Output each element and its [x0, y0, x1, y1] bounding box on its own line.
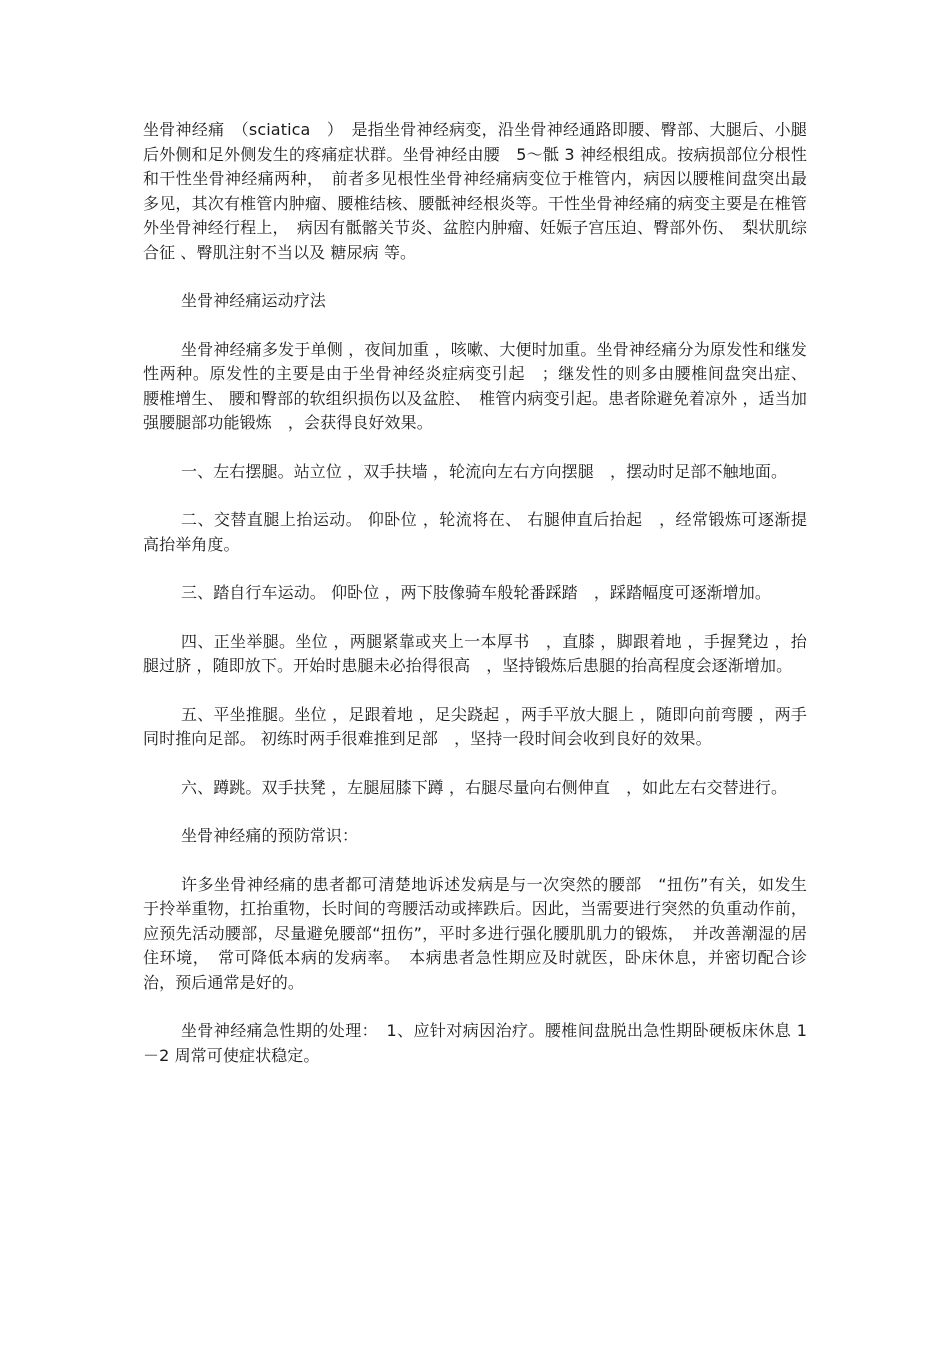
exercise-item-3: 三、踏自行车运动。 仰卧位 ，两下肢像骑车般轮番踩踏 ，踩踏幅度可逐渐增加。 [181, 583, 771, 602]
exercise-item-1: 一、左右摆腿。站立位 ，双手扶墙 ，轮流向左右方向摆腿 ，摆动时足部不触地面。 [181, 461, 788, 481]
document-body [143, 118, 807, 1092]
acute-treatment-paragraph: 坐骨神经痛急性期的处理： 1、应针对病因治疗。腰椎间盘脱出急性期卧硬板床休息 1－2 周常可使症状稳定。 [143, 1021, 807, 1065]
prevention-paragraph: 许多坐骨神经痛的患者都可清楚地诉述发病是与一次突然的腰部 “扭伤”有关，如发生于拎举重物，扛抬重物，长时间的弯腰活动或摔跌后。因此，当需要进行突然的负重动作前，应预先活动腰部，尽量避免腰部“扭伤”，平时多进行强化腰肌肌力的锻炼， 并改善潮湿的居住环境， 常可降低本病的发病率。 本病患者急性期应及时就医，卧床休息，并密切配合诊治，预后通常是好的。 [143, 874, 807, 992]
exercise-heading: 坐骨神经痛运动疗法 [181, 291, 326, 310]
exercise-item-2: 二、交替直腿上抬运动。 仰卧位 ，轮流将在、 右腿伸直后抬起 ，经常锻炼可逐渐提高抬举角度。 [143, 510, 807, 554]
prevention-heading: 坐骨神经痛的预防常识： [181, 826, 359, 845]
exercise-item-5: 五、平坐推腿。坐位 ，足跟着地 ，足尖跷起 ，两手平放大腿上 ，随即向前弯腰 ，两手同时推向足部。 初练时两手很难推到足部 ，坚持一段时间会收到良好的效果。 [143, 704, 807, 748]
exercise-item-6: 六、蹲跳。双手扶凳 ，左腿屈膝下蹲 ，右腿尽量向右侧伸直 ，如此左右交替进行。 [181, 777, 788, 797]
exercise-intro-paragraph: 坐骨神经痛多发于单侧 ，夜间加重 ，咳嗽、大便时加重。坐骨神经痛分为原发性和继发性两种。原发性的主要是由于坐骨神经炎症病变引起 ；继发性的则多由腰椎间盘突出症、 腰椎增生、 腰和臀部的软组织损伤以及盆腔、 椎管内病变引起。患者除避免着凉外 ，适当加强腰腿部功能锻炼 ，会获得良好效果。 [143, 339, 807, 432]
exercise-item-4: 四、正坐举腿。坐位 ，两腿紧靠或夹上一本厚书 ，直膝 ，脚跟着地 ，手握凳边 ，抬腿过脐 ，随即放下。开始时患腿未必抬得很高 ，坚持锻炼后患腿的抬高程度会逐渐增加。 [143, 631, 807, 675]
intro-paragraph: 坐骨神经痛 （sciatica ） 是指坐骨神经病变，沿坐骨神经通路即腰、臀部、大腿后、小腿后外侧和足外侧发生的疼痛症状群。坐骨神经由腰 5～骶 3 神经根组成。按病损部位分根性和干性坐骨神经痛两种， 前者多见根性坐骨神经痛病变位于椎管内，病因以腰椎间盘突出最多见，其次有椎管内肿瘤、腰椎结核、腰骶神经根炎等。干性坐骨神经痛的病变主要是在椎管外坐骨神经行程上， 病因有骶髂关节炎、盆腔内肿瘤、妊娠子宫压迫、臀部外伤、 梨状肌综合征 、臀肌注射不当以及 糖尿病 等。 [143, 120, 807, 262]
